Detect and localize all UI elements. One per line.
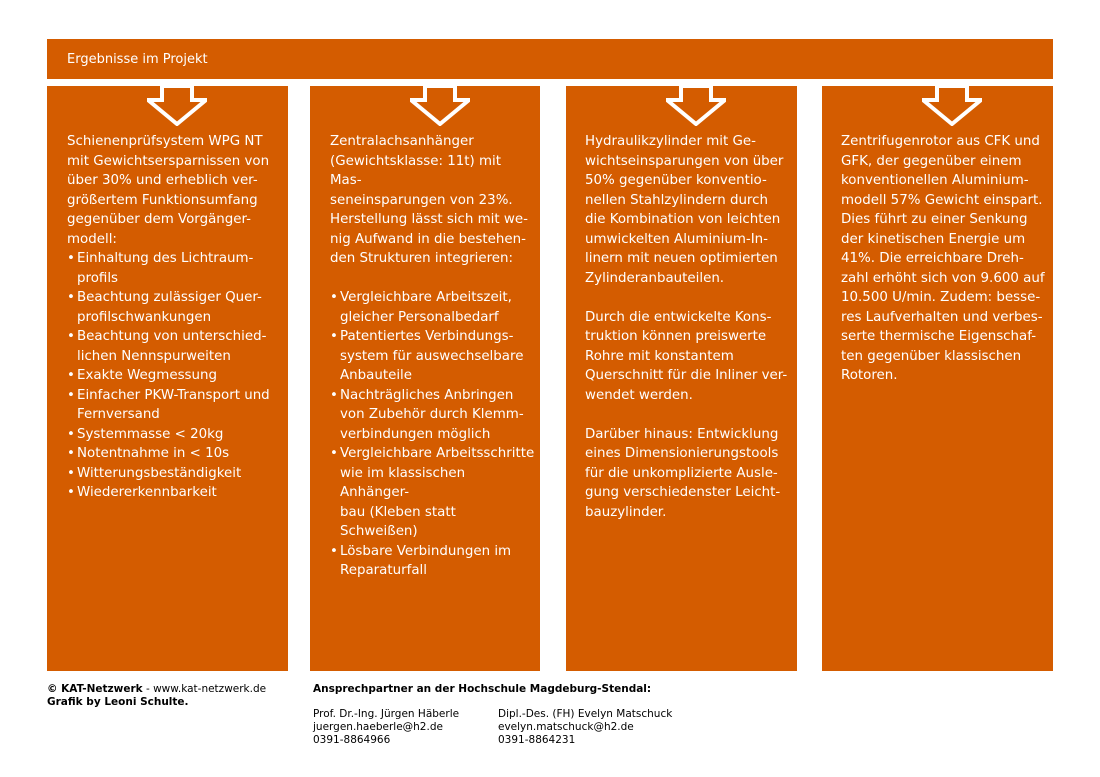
result-card-text — [585, 132, 792, 522]
paragraph-gap — [585, 405, 792, 425]
contact-name: Dipl.-Des. (FH) Evelyn Matschuck — [498, 708, 673, 720]
footer-credits — [47, 683, 266, 709]
contact-card — [313, 708, 459, 747]
result-card-paragraph: Hydraulikzylinder mit Ge- wichtseinsparungen von über 50% gegenüber konventio- nellen Stahlzylindern durch die Kombination von leichten umwickelten Aluminium-In- linern mit neuen optimierten Zylinderanbauteilen. — [585, 134, 784, 286]
result-card-text — [841, 132, 1051, 386]
contact-name: Prof. Dr.-Ing. Jürgen Häberle — [313, 708, 460, 720]
paragraph-gap — [330, 269, 535, 289]
down-arrow-icon — [922, 86, 982, 126]
contact-phone: 0391-8864966 — [313, 734, 391, 746]
contact-phone: 0391-8864231 — [498, 734, 576, 746]
result-card-intro: Zentralachsanhänger (Gewichtsklasse: 11t) mit Mas- seneinsparungen von 23%. Herstellung lässt sich mit we- nig Aufwand in die bestehen- den Strukturen integrieren: — [330, 134, 528, 266]
result-card-paragraph: Darüber hinaus: Entwicklung eines Dimensionierungstools für die unkomplizierte Ausle- gung verschiedenster Leicht- bauzylinder. — [585, 426, 781, 520]
bullet-item: • Einfacher PKW-Transport und Fernversand — [67, 386, 282, 425]
result-card-centrifuge-rotor — [822, 86, 1053, 671]
contact-email: juergen.haeberle@h2.de — [313, 721, 443, 733]
result-card-paragraph: Zentrifugenrotor aus CFK und GFK, der gegenüber einem konventionellen Aluminium- modell 57% Gewicht einspart. Dies führt zu einer Senkung der kinetischen Energie um 41%. Die erreichbare Dreh- zahl erhöht sich von 9.600 auf 10.500 U/min. Zudem: besse- res Laufverhalten und verbes- serte thermische Eigenschaf- ten gegenüber klassischen Rotoren. — [841, 134, 1045, 383]
footer-contact-heading — [313, 683, 651, 696]
bullet-item: • Notentnahme in < 10s — [67, 444, 282, 464]
result-card-text — [67, 132, 282, 503]
down-arrow-icon — [666, 86, 726, 126]
paragraph-gap — [585, 288, 792, 308]
result-card-hydraulic-cylinder — [566, 86, 797, 671]
result-card-rail-testing-system — [47, 86, 288, 671]
footer-graphic-credit: Grafik by Leoni Schulte. — [47, 696, 189, 708]
down-arrow-icon — [410, 86, 470, 126]
result-card-bullet-list — [330, 288, 535, 581]
bullet-item: • Nachträgliches Anbringen von Zubehör durch Klemm- verbindungen möglich — [330, 386, 535, 445]
bullet-item: • Wiedererkennbarkeit — [67, 483, 282, 503]
contact-email: evelyn.matschuck@h2.de — [498, 721, 634, 733]
contact-card — [498, 708, 672, 747]
result-card-bullet-list — [67, 249, 282, 503]
result-card-intro: Schienenprüfsystem WPG NT mit Gewichtsersparnissen von über 30% und erheblich ver- größertem Funktionsumfang gegenüber dem Vorgänger- modell: — [67, 134, 270, 247]
bullet-item: • Patentiertes Verbindungs- system für auswechselbare Anbauteile — [330, 327, 535, 386]
down-arrow-icon — [147, 86, 207, 126]
bullet-item: • Vergleichbare Arbeitsschritte wie im klassischen Anhänger- bau (Kleben statt Schweißen) — [330, 444, 535, 542]
footer-copyright: © KAT-Netzwerk — [47, 683, 143, 695]
bullet-item: • Einhaltung des Lichtraum- profils — [67, 249, 282, 288]
contact-heading: Ansprechpartner an der Hochschule Magdeburg-Stendal: — [313, 683, 652, 695]
results-header-title: Ergebnisse im Projekt — [67, 52, 208, 67]
result-card-central-axle-trailer — [310, 86, 540, 671]
bullet-item: • Beachtung zulässiger Quer- profilschwankungen — [67, 288, 282, 327]
result-card-text — [330, 132, 535, 581]
results-header-bar — [47, 39, 1053, 79]
bullet-item: • Systemmasse < 20kg — [67, 425, 282, 445]
bullet-item: • Exakte Wegmessung — [67, 366, 282, 386]
footer-copyright-line — [47, 683, 266, 696]
result-card-paragraph: Durch die entwickelte Kons- truktion können preiswerte Rohre mit konstantem Querschnitt für die Inliner ver- wendet werden. — [585, 309, 788, 403]
bullet-item: • Lösbare Verbindungen im Reparaturfall — [330, 542, 535, 581]
bullet-item: • Beachtung von unterschied- lichen Nennspurweiten — [67, 327, 282, 366]
footer-website: - www.kat-netzwerk.de — [142, 683, 267, 695]
bullet-item: • Witterungsbeständigkeit — [67, 464, 282, 484]
bullet-item: • Vergleichbare Arbeitszeit, gleicher Personalbedarf — [330, 288, 535, 327]
